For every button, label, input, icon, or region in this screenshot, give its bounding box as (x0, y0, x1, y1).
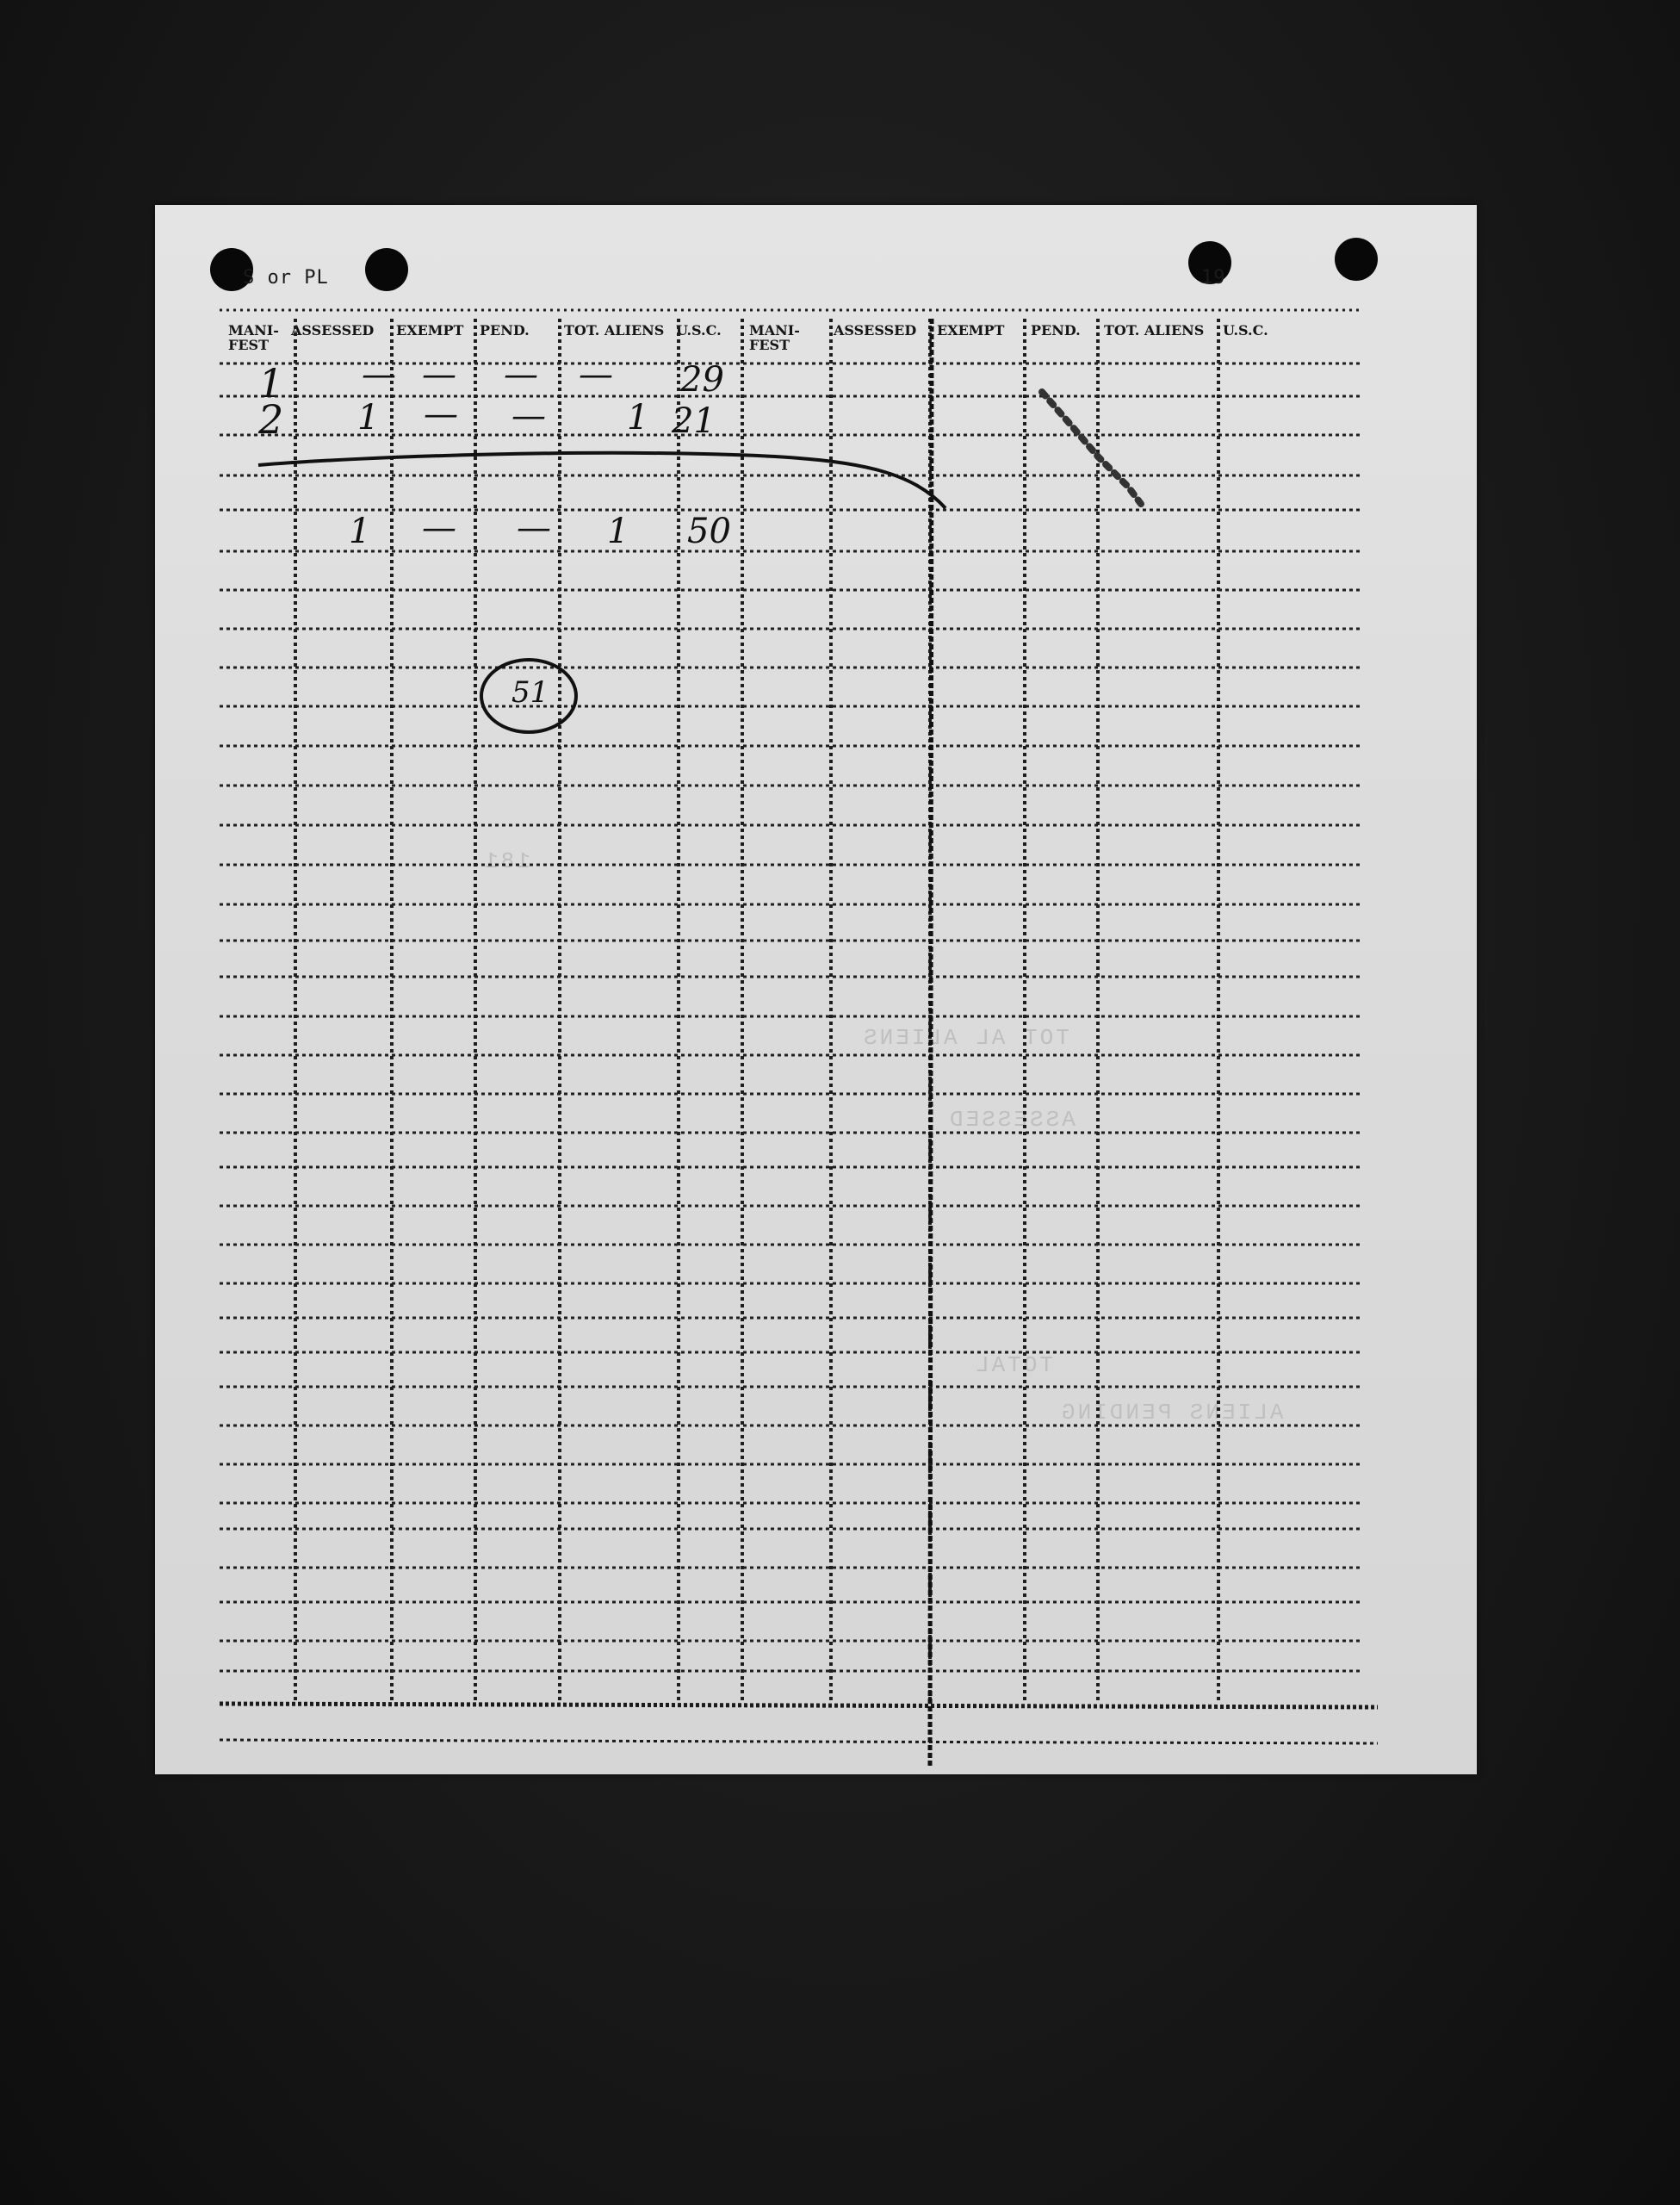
grid-bottom-rule (220, 1740, 1378, 1743)
col-header-exempt-2: EXEMPT (937, 322, 1005, 339)
hw-circled-note: 51 (511, 675, 549, 710)
hw-exempt-2: — (424, 394, 458, 434)
bleed-through-number: 181 (482, 848, 530, 874)
col-header-pend: PEND. (480, 322, 530, 339)
grid-bottom-rule (220, 1704, 1378, 1707)
bleed-through-line: TOT AL ALIENS (861, 1025, 1069, 1051)
hw-total-tot-aliens: 1 (607, 512, 629, 551)
hw-assessed-1: — (362, 355, 396, 394)
hw-tot-aliens-2: 1 (627, 398, 649, 438)
hw-total-assessed: 1 (349, 512, 371, 551)
col-header-assessed-2: ASSESSED (834, 322, 917, 339)
col-header-tot-aliens: TOT. ALIENS (564, 322, 665, 339)
hw-manifest-1: 1 (258, 360, 284, 407)
hw-manifest-2: 2 (258, 396, 284, 443)
ink-smudge (1042, 392, 1141, 504)
col-header-manifest: MANI- FEST (228, 322, 279, 353)
col-header-exempt: EXEMPT (396, 322, 464, 339)
hw-exempt-1: — (422, 355, 456, 394)
hw-usc-1: 29 (680, 360, 724, 400)
hw-assessed-2: 1 (357, 398, 380, 438)
col-header-tot-aliens-2: TOT. ALIENS (1104, 322, 1205, 339)
col-header-usc-2: U.S.C. (1223, 322, 1268, 339)
bleed-through-line: TOTAL (973, 1352, 1054, 1378)
hw-usc-2: 21 (672, 401, 716, 441)
col-header-assessed: ASSESSED (291, 322, 375, 339)
year-label: 19 (1201, 267, 1226, 289)
hw-total-pend: — (517, 508, 551, 548)
station-label: S or PL (243, 267, 329, 289)
hw-total-underline (258, 453, 945, 508)
hw-pend-1: — (504, 355, 538, 394)
bleed-through-line: ASSESSED (947, 1107, 1076, 1133)
hw-pend-2: — (511, 396, 546, 436)
col-header-pend-2: PEND. (1031, 322, 1081, 339)
bleed-through-line: ALIENS PENDING (1059, 1400, 1284, 1425)
hw-total-exempt: — (422, 508, 456, 548)
hw-tot-aliens-1: — (579, 355, 613, 394)
col-header-manifest-2: MANI- FEST (749, 322, 800, 353)
hw-total-usc: 50 (687, 512, 731, 551)
col-header-usc: U.S.C. (676, 322, 722, 339)
